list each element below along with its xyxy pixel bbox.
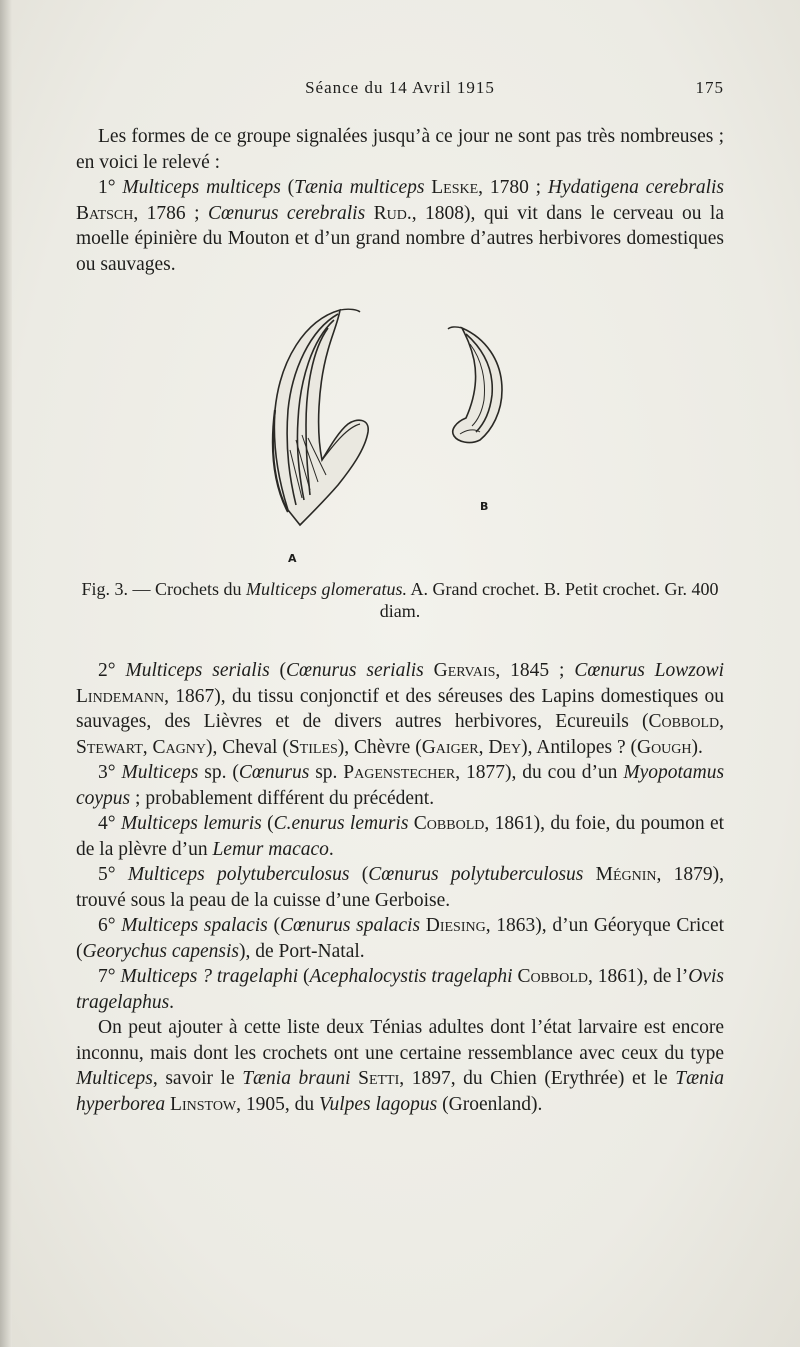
- item-1-name: Multiceps multiceps: [122, 177, 281, 198]
- item-5-synonym: Cœnurus polytuberculosus: [368, 864, 584, 885]
- item-2-synonym-2: Cœnurus Lowzowi: [574, 660, 725, 681]
- item-4-host: Lemur macaco: [212, 838, 329, 860]
- item-1-year-1: , 1780 ;: [478, 177, 542, 198]
- item-2-author-6: Gough: [636, 736, 692, 758]
- item-4-text-1: du foie, du poumon et de la plèvre d’un: [76, 813, 725, 860]
- item-6-name: Multiceps spalacis: [121, 915, 268, 936]
- item-3-text-2: ; probablement différent du précédent.: [135, 787, 435, 809]
- item-6-number: 6°: [98, 915, 116, 936]
- closing-species-2: Tænia brauni: [242, 1068, 351, 1089]
- small-hook-drawing: [448, 327, 502, 443]
- closing-author-2: Linstow: [170, 1093, 237, 1115]
- intro-paragraph: [76, 124, 724, 175]
- item-1-synonym-1: Tænia multiceps: [294, 177, 425, 198]
- item-3-sp: sp.: [204, 762, 227, 783]
- item-5-year: , 1879),: [656, 864, 725, 885]
- item-7-number: 7°: [98, 966, 116, 987]
- closing-author-1: Setti: [358, 1068, 400, 1089]
- item-1-author-3: Rud.: [373, 202, 412, 224]
- hook-a-label: A: [288, 552, 297, 565]
- hook-b-label: B: [480, 500, 489, 513]
- closing-paragraph: [76, 1015, 724, 1117]
- figure-caption: [76, 578, 724, 622]
- item-1-synonym-3: Cœnurus cerebralis: [207, 202, 366, 224]
- item-4-synonym: C.enurus lemuris: [273, 813, 409, 834]
- item-6-year: , 1863),: [485, 915, 547, 936]
- item-6-synonym: Cœnurus spalacis: [279, 915, 421, 936]
- item-3-author: Pagenstecher: [343, 762, 456, 783]
- item-1-author-1: Leske: [431, 177, 479, 198]
- item-3-name: Multiceps: [121, 762, 199, 783]
- item-7-author: Cobbold: [517, 966, 589, 987]
- closing-text-5: (Groenland).: [442, 1093, 543, 1115]
- item-2-year-2: , 1867),: [164, 685, 226, 707]
- item-3-year: , 1877),: [455, 762, 517, 783]
- closing-species-4: Vulpes lagopus: [319, 1093, 438, 1115]
- closing-text-2: , savoir le: [152, 1068, 235, 1089]
- item-3-host: Myopotamus coypus: [76, 762, 725, 809]
- item-4-author: Cobbold: [413, 813, 485, 834]
- item-7-host: Ovis tragelaphus: [76, 966, 724, 1013]
- closing-text-4: , 1905, du: [236, 1093, 315, 1115]
- item-4-name: Multiceps lemuris: [120, 813, 262, 834]
- item-7-name: Multiceps ? tragelaphi: [120, 966, 299, 987]
- item-1-year-2: , 1786 ;: [133, 202, 200, 224]
- item-3-text-1: du cou d’un: [522, 762, 618, 783]
- caption-species: Multiceps glomeratus.: [246, 579, 408, 599]
- item-2-name: Multiceps serialis: [125, 660, 270, 681]
- item-5-text: trouvé sous la peau de la cuisse d’une Gerboise.: [76, 889, 451, 911]
- item-2-text-5: ).: [691, 736, 703, 758]
- item-7-year: , 1861), de l’: [588, 966, 689, 987]
- hooks-illustration: [230, 300, 570, 570]
- running-header: [76, 74, 724, 102]
- intro-text: Les formes de ce groupe signalées jusqu’à ce jour ne sont pas très nombreuses ; en voici le relevé :: [76, 126, 724, 173]
- item-4-number: 4°: [98, 813, 116, 834]
- item-3-number: 3°: [98, 762, 116, 783]
- item-2-text-1: du tissu conjonctif et des séreuses des Lapins domestiques ou sauvages, des Lièvres et de divers autres herbivores, Ecureuils (: [76, 685, 725, 732]
- item-1-description: qui vit dans le cerveau ou la moelle épinière du Mouton et d’un grand nombre d’autres herbivores domestiques ou sauvages.: [76, 202, 724, 275]
- item-5-number: 5°: [98, 864, 116, 885]
- item-3-synonym: Cœnurus: [238, 762, 310, 783]
- species-list: [76, 658, 724, 1117]
- item-2-author-4: Stiles: [288, 736, 338, 758]
- item-2-author-2: Lindemann: [76, 685, 165, 707]
- item-2-author-3: Cobbold, Stewart, Cagny: [76, 711, 724, 758]
- item-2-text-4: ), Antilopes ? (: [521, 736, 637, 758]
- item-1-synonym-2: Hydatigena cerebralis: [547, 177, 725, 198]
- item-1-year-3: , 1808),: [411, 202, 476, 224]
- item-7: 7° Multiceps ? tragelaphi (Acephalocystis tragelaphi Cobbold, 1861), de l’Ovis tragelaphus.: [76, 966, 724, 1013]
- item-6-author: Diesing: [425, 915, 486, 936]
- caption-prefix: Fig. 3. — Crochets du: [81, 579, 242, 599]
- header-title: Séance du 14 Avril 1915: [305, 78, 495, 97]
- item-5: 5° Multiceps polytuberculosus (Cœnurus polytuberculosus Mégnin, 1879), trouvé sous la peau de la cuisse d’une Gerboise.: [76, 864, 725, 911]
- item-2-author-5: Gaiger, Dey: [421, 736, 522, 758]
- item-7-text: .: [169, 991, 175, 1013]
- closing-species-3: Tænia hyperborea: [76, 1068, 725, 1115]
- item-1: 1° Multiceps multiceps (Tænia multiceps Leske, 1780 ; Hydatigena cerebralis Batsch, 1786 ; Cœnurus cerebralis Rud., 1808), qui vit dans le cerveau ou la moelle épinière du Mouton et d’un grand nombre d’autres herbivores domestiques ou sauvages.: [76, 177, 725, 275]
- item-3: 3° Multiceps sp. (Cœnurus sp. Pagenstecher, 1877), du cou d’un Myopotamus coypus ; probablement différent du précédent.: [76, 762, 725, 809]
- item-7-synonym: Acephalocystis tragelaphi: [309, 966, 513, 987]
- item-2-text-2: ), Cheval (: [205, 736, 289, 758]
- intro-block: [76, 124, 724, 277]
- caption-rest: A. Grand crochet. B. Petit crochet. Gr. 400 diam.: [379, 579, 719, 621]
- item-6-host: Georychus capensis: [82, 940, 240, 962]
- item-6-text-1: d’un Géoryque Cricet (: [76, 915, 725, 962]
- item-3-sp-2: sp.: [315, 762, 338, 783]
- item-1-author-2: Batsch: [76, 202, 134, 224]
- item-2-author-1: Gervais: [433, 660, 496, 681]
- item-5-name: Multiceps polytuberculosus: [127, 864, 350, 885]
- item-6: 6° Multiceps spalacis (Cœnurus spalacis Diesing, 1863), d’un Géoryque Cricet (Georychus capensis), de Port-Natal.: [76, 915, 725, 962]
- page-edge: [0, 0, 12, 1347]
- item-2-number: 2°: [98, 660, 116, 681]
- item-6-text-2: ), de Port-Natal.: [239, 940, 365, 962]
- large-hook-drawing: [273, 309, 368, 525]
- item-5-author: Mégnin: [595, 864, 657, 885]
- closing-text-3: , 1897, du Chien (Erythrée) et le: [399, 1068, 668, 1089]
- item-1-number: 1°: [98, 177, 116, 198]
- closing-species-1: Multiceps: [76, 1068, 153, 1089]
- item-4-text-2: .: [328, 838, 334, 860]
- item-2-synonym-1: Cœnurus serialis: [286, 660, 424, 681]
- item-2-text-3: ), Chèvre (: [337, 736, 422, 758]
- item-2-year-1: , 1845 ;: [495, 660, 565, 681]
- closing-text-1: On peut ajouter à cette liste deux Ténias adultes dont l’état larvaire est encore inconnu, mais dont les crochets ont une certaine ressemblance avec ceux du type: [76, 1017, 724, 1064]
- page-number: 175: [695, 78, 724, 97]
- item-2: 2° Multiceps serialis (Cœnurus serialis Gervais, 1845 ; Cœnurus Lowzowi Lindemann, 1867), du tissu conjonctif et des séreuses des Lapins domestiques ou sauvages, des Lièvres et de divers autres herbivores, Ecureuils (Cobbold, Stewart, Cagny), Cheval (Stiles), Chèvre (Gaiger, Dey), Antilopes ? (Gough).: [76, 660, 725, 758]
- item-4: 4° Multiceps lemuris (C.enurus lemuris Cobbold, 1861), du foie, du poumon et de la plèvre d’un Lemur macaco.: [76, 813, 725, 860]
- item-4-year: , 1861),: [484, 813, 545, 834]
